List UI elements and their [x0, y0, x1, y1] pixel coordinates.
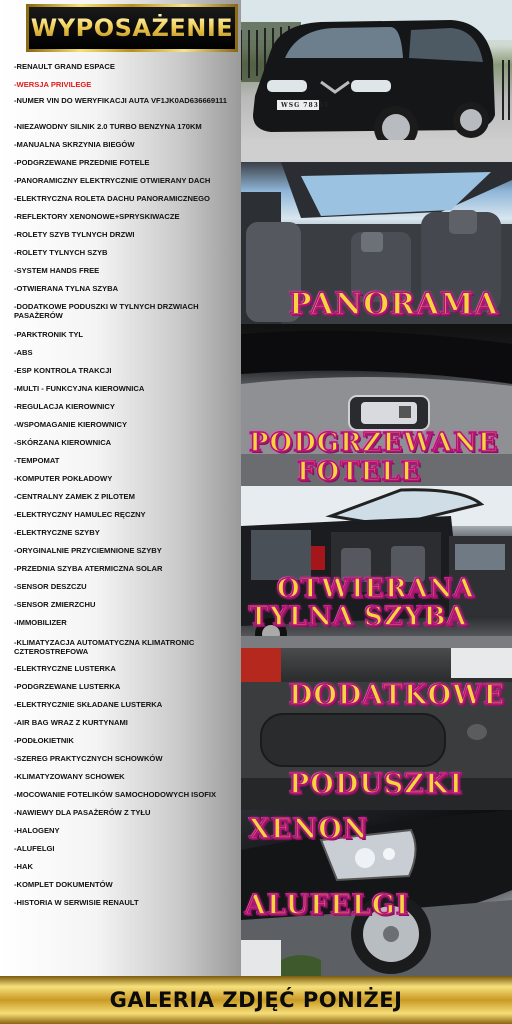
gallery-banner-text: GALERIA ZDJĘĆ PONIŻEJ: [109, 988, 403, 1012]
caption-airbags-line1: DODATKOWE: [289, 680, 506, 711]
feature-item: -PODGRZEWANE PRZEDNIE FOTELE: [14, 158, 150, 167]
caption-heated-line1: PODGRZEWANE: [249, 428, 499, 458]
feature-item: -PARKTRONIK TYL: [14, 330, 84, 339]
feature-item: -MANUALNA SKRZYNIA BIEGÓW: [14, 140, 135, 149]
feature-item: -KOMPUTER POKŁADOWY: [14, 474, 113, 483]
feature-item: -SKÓRZANA KIEROWNICA: [14, 438, 112, 447]
feature-item: -NUMER VIN DO WERYFIKACJI AUTA VF1JK0AD636669111: [14, 96, 227, 105]
feature-item: -RENAULT GRAND ESPACE: [14, 62, 115, 71]
feature-item: -PODGRZEWANE LUSTERKA: [14, 682, 121, 691]
feature-item: -KOMPLET DOKUMENTÓW: [14, 880, 113, 889]
caption-airbags-line2: PODUSZKI: [289, 769, 464, 800]
photo-extra-airbags: [241, 648, 512, 810]
caption-panorama: PANORAMA: [289, 287, 499, 322]
feature-item: -NAWIEWY DLA PASAŻERÓW Z TYŁU: [14, 808, 151, 817]
feature-item: -WERSJA PRIVILEGE: [14, 80, 92, 89]
feature-item: -CENTRALNY ZAMEK Z PILOTEM: [14, 492, 135, 501]
feature-item: -ELEKTRYCZNY HAMULEC RĘCZNY: [14, 510, 146, 519]
feature-item: -WSPOMAGANIE KIEROWNICY: [14, 420, 128, 429]
feature-item: -MULTI - FUNKCYJNA KIEROWNICA: [14, 384, 145, 393]
feature-item: -HALOGENY: [14, 826, 60, 835]
feature-item: -HAK: [14, 862, 33, 871]
caption-rear-window-line2: TYLNA SZYBA: [249, 602, 468, 632]
feature-item: -ORYGINALNIE PRZYCIEMNIONE SZYBY: [14, 546, 162, 555]
feature-item: -SENSOR DESZCZU: [14, 582, 87, 591]
photo-heated-seats: [241, 324, 512, 486]
caption-heated-line2: FOTELE: [297, 457, 422, 486]
feature-item: -REGULACJA KIEROWNICY: [14, 402, 115, 411]
photo-car-exterior: [241, 0, 512, 162]
equipment-panel: [0, 0, 241, 976]
feature-item: -ABS: [14, 348, 33, 357]
feature-item: -SYSTEM HANDS FREE: [14, 266, 100, 275]
feature-item: -ELEKTRYCZNIE SKŁADANE LUSTERKA: [14, 700, 163, 709]
feature-item: -DODATKOWE PODUSZKI W TYLNYCH DRZWIACH PASAŻERÓW: [14, 302, 199, 320]
feature-item: -SENSOR ZMIERZCHU: [14, 600, 96, 609]
feature-item: -ROLETY TYLNYCH SZYB: [14, 248, 108, 257]
caption-rear-window-line1: OTWIERANA: [277, 574, 475, 604]
feature-item: -AIR BAG WRAZ Z KURTYNAMI: [14, 718, 128, 727]
page-title: WYPOSAŻENIE: [30, 14, 234, 42]
gallery-banner: [0, 976, 512, 1024]
feature-item: -NIEZAWODNY SILNIK 2.0 TURBO BENZYNA 170KM: [14, 122, 202, 131]
caption-xenon: XENON: [249, 814, 369, 845]
feature-item: -ROLETY SZYB TYLNYCH DRZWI: [14, 230, 135, 239]
feature-item: -REFLEKTORY XENONOWE+SPRYSKIWACZE: [14, 212, 180, 221]
photo-xenon-alloys: [241, 810, 512, 976]
feature-item: -ELEKTRYCZNE LUSTERKA: [14, 664, 116, 673]
feature-item: -KLIMATYZOWANY SCHOWEK: [14, 772, 125, 781]
car-front-image: [241, 0, 512, 162]
feature-item: -KLIMATYZACJA AUTOMATYCZNA KLIMATRONIC CZTEROSTREFOWA: [14, 638, 195, 656]
feature-item: -HISTORIA W SERWISIE RENAULT: [14, 898, 139, 907]
feature-item: -PRZEDNIA SZYBA ATERMICZNA SOLAR: [14, 564, 163, 573]
feature-item: -ALUFELGI: [14, 844, 55, 853]
feature-item: -ELEKTRYCZNE SZYBY: [14, 528, 100, 537]
feature-item: -TEMPOMAT: [14, 456, 60, 465]
feature-item: -PODŁOKIETNIK: [14, 736, 74, 745]
feature-item: -ESP KONTROLA TRAKCJI: [14, 366, 112, 375]
feature-item: -IMMOBILIZER: [14, 618, 67, 627]
feature-item: -MOCOWANIE FOTELIKÓW SAMOCHODOWYCH ISOFIX: [14, 790, 217, 799]
caption-alloys: ALUFELGI: [245, 890, 410, 921]
photo-panorama-roof: [241, 162, 512, 324]
photo-opening-rear-window: [241, 486, 512, 648]
feature-item: -ELEKTRYCZNA ROLETA DACHU PANORAMICZNEGO: [14, 194, 210, 203]
feature-item: -SZEREG PRAKTYCZNYCH SCHOWKÓW: [14, 754, 163, 763]
license-plate: WSG 7835Y: [281, 102, 330, 109]
title-banner: [26, 4, 238, 52]
feature-item: -PANORAMICZNY ELEKTRYCZNIE OTWIERANY DACH: [14, 176, 211, 185]
feature-item: -OTWIERANA TYLNA SZYBA: [14, 284, 119, 293]
